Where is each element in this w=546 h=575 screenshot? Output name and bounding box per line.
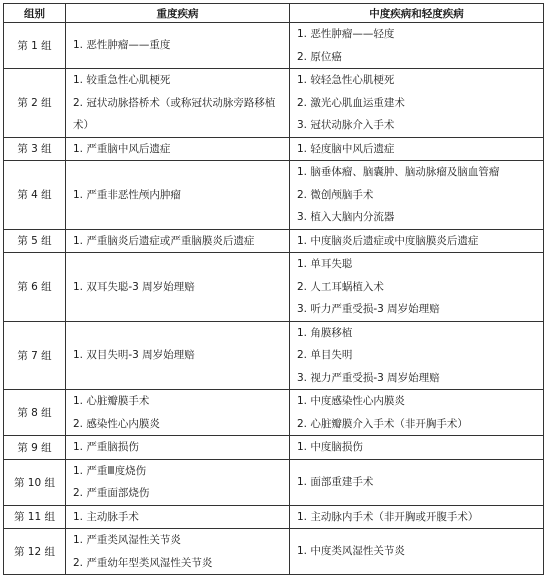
moderate-disease-item: 2. 人工耳蜗植入术 <box>297 280 384 293</box>
header-moderate-mild-disease: 中度疾病和轻度疾病 <box>290 4 544 23</box>
severe-disease-cell <box>66 229 290 253</box>
group-cell: 第 6 组 <box>4 253 66 322</box>
moderate-disease-cell <box>290 529 544 575</box>
severe-disease-item: 1. 恶性肿瘤——重度 <box>73 39 171 52</box>
severe-disease-item: 1. 严重Ⅲ度烧伤 <box>73 464 147 477</box>
moderate-disease-cell <box>290 161 544 230</box>
table-row <box>4 505 544 529</box>
group-cell: 第 4 组 <box>4 161 66 230</box>
severe-disease-cell <box>66 321 290 390</box>
severe-disease-cell <box>66 459 290 505</box>
group-cell: 第 2 组 <box>4 69 66 138</box>
moderate-disease-item: 1. 恶性肿瘤——轻度 <box>297 28 395 40</box>
group-cell: 第 8 组 <box>4 390 66 436</box>
group-cell: 第 9 组 <box>4 436 66 460</box>
severe-disease-item: 1. 较重急性心肌梗死 <box>73 74 171 86</box>
moderate-disease-item: 2. 原位癌 <box>297 50 342 63</box>
moderate-disease-cell <box>290 390 544 436</box>
severe-disease-item: 1. 严重脑炎后遗症或严重脑膜炎后遗症 <box>73 234 255 247</box>
severe-disease-cell <box>66 161 290 230</box>
disease-group-table <box>3 3 544 575</box>
severe-disease-cell <box>66 253 290 322</box>
moderate-disease-cell <box>290 69 544 138</box>
header-severe-disease: 重度疾病 <box>66 4 290 23</box>
table-row <box>4 229 544 253</box>
severe-disease-cell <box>66 529 290 575</box>
severe-disease-cell <box>66 390 290 436</box>
moderate-disease-cell <box>290 321 544 390</box>
moderate-disease-item: 1. 较轻急性心肌梗死 <box>297 74 395 86</box>
moderate-disease-item: 3. 冠状动脉介入手术 <box>297 119 395 131</box>
moderate-disease-cell <box>290 253 544 322</box>
severe-disease-item: 1. 心脏瓣膜手术 <box>73 395 150 407</box>
severe-disease-item: 1. 严重脑中风后遗症 <box>73 142 171 155</box>
moderate-disease-item: 3. 视力严重受损-3 周岁始理赔 <box>297 371 440 384</box>
table-row <box>4 459 544 505</box>
table-row <box>4 321 544 390</box>
severe-disease-cell <box>66 23 290 69</box>
group-cell: 第 3 组 <box>4 137 66 161</box>
moderate-disease-item: 1. 中度脑损伤 <box>297 441 363 453</box>
table-body <box>4 23 544 575</box>
moderate-disease-item: 1. 中度类风湿性关节炎 <box>297 545 405 558</box>
moderate-disease-cell <box>290 137 544 161</box>
moderate-disease-cell <box>290 229 544 253</box>
moderate-disease-cell <box>290 459 544 505</box>
group-cell: 第 5 组 <box>4 229 66 253</box>
moderate-disease-cell <box>290 436 544 460</box>
moderate-disease-item: 1. 轻度脑中风后遗症 <box>297 142 395 155</box>
group-cell: 第 1 组 <box>4 23 66 69</box>
moderate-disease-item: 1. 主动脉内手术（非开胸或开腹手术） <box>297 510 479 523</box>
severe-disease-cell <box>66 436 290 460</box>
table-row <box>4 23 544 69</box>
moderate-disease-item: 2. 激光心肌血运重建术 <box>297 96 405 109</box>
group-cell: 第 12 组 <box>4 529 66 575</box>
table-row <box>4 137 544 161</box>
severe-disease-item: 1. 严重非恶性颅内肿瘤 <box>73 188 181 201</box>
severe-disease-item: 1. 双耳失聪-3 周岁始理赔 <box>73 280 195 293</box>
moderate-disease-cell <box>290 23 544 69</box>
header-group: 组别 <box>4 4 66 23</box>
moderate-disease-item: 2. 单目失明 <box>297 349 353 361</box>
moderate-disease-item: 1. 中度脑炎后遗症或中度脑膜炎后遗症 <box>297 234 479 247</box>
group-cell: 第 11 组 <box>4 505 66 529</box>
severe-disease-item: 2. 感染性心内膜炎 <box>73 417 160 430</box>
severe-disease-item: 2. 严重面部烧伤 <box>73 487 150 499</box>
moderate-disease-item: 1. 角膜移植 <box>297 326 353 339</box>
severe-disease-item: 1. 双目失明-3 周岁始理赔 <box>73 349 195 361</box>
moderate-disease-item: 3. 听力严重受损-3 周岁始理赔 <box>297 303 440 315</box>
moderate-disease-item: 2. 心脏瓣膜介入手术（非开胸手术） <box>297 417 468 430</box>
table-row <box>4 253 544 322</box>
severe-disease-cell <box>66 505 290 529</box>
severe-disease-item: 2. 冠状动脉搭桥术（或称冠状动脉旁路移植术） <box>73 96 276 131</box>
group-cell: 第 10 组 <box>4 459 66 505</box>
severe-disease-item: 1. 严重脑损伤 <box>73 441 139 453</box>
severe-disease-cell <box>66 69 290 138</box>
moderate-disease-item: 1. 面部重建手术 <box>297 475 374 488</box>
table-row <box>4 436 544 460</box>
table-header-row <box>4 4 544 23</box>
moderate-disease-item: 1. 单耳失聪 <box>297 258 353 270</box>
moderate-disease-item: 1. 脑垂体瘤、脑囊肿、脑动脉瘤及脑血管瘤 <box>297 166 500 178</box>
table-row <box>4 161 544 230</box>
severe-disease-item: 2. 严重幼年型类风湿性关节炎 <box>73 556 213 569</box>
group-cell: 第 7 组 <box>4 321 66 390</box>
moderate-disease-item: 2. 微创颅脑手术 <box>297 188 374 201</box>
table-row <box>4 529 544 575</box>
moderate-disease-cell <box>290 505 544 529</box>
table-row <box>4 69 544 138</box>
table-row <box>4 390 544 436</box>
moderate-disease-item: 3. 植入大脑内分流器 <box>297 211 395 223</box>
moderate-disease-item: 1. 中度感染性心内膜炎 <box>297 395 405 407</box>
severe-disease-cell <box>66 137 290 161</box>
severe-disease-item: 1. 主动脉手术 <box>73 510 139 523</box>
severe-disease-item: 1. 严重类风湿性关节炎 <box>73 534 181 546</box>
